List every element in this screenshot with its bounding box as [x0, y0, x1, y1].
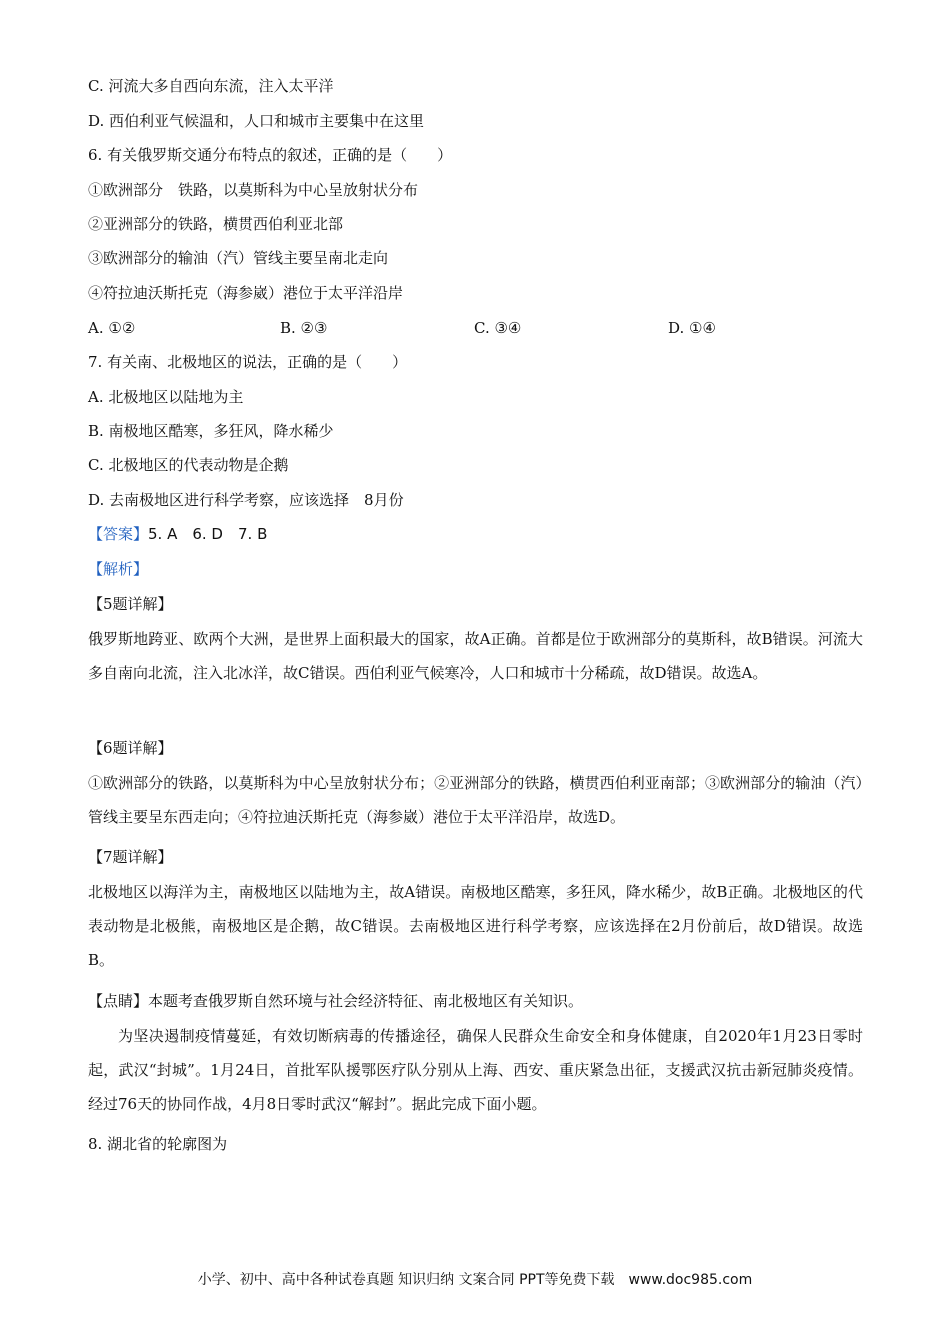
q6-item-3: ③欧洲部分的输油（汽）管线主要呈南北走向: [88, 249, 389, 267]
q8-stem: 8. 湖北省的轮廓图为: [88, 1135, 228, 1153]
q5-option-d: D. 西伯利亚气候温和，人口和城市主要集中在这里: [88, 112, 425, 130]
note-text: 本题考查俄罗斯自然环境与社会经济特征、南北极地区有关知识。: [148, 992, 584, 1010]
answer-line: [88, 524, 267, 544]
detail-7-text: 北极地区以海洋为主，南极地区以陆地为主，故A错误。南极地区酷寒，多狂风，降水稀少，故B正确。北极地区的代表动物是北极熊，南极地区是企鹅，故C错误。去南极地区进行科学考察，应该选择在2月份前后，故D错误。故选B。: [88, 883, 863, 969]
page-footer: 小学、初中、高中各种试卷真题 知识归纳 文案合同 PPT等免费下载 www.doc985.com: [197, 1272, 753, 1288]
q7-option-b: B. 南极地区酷寒，多狂风，降水稀少: [88, 422, 334, 440]
q6-item-4: ④符拉迪沃斯托克（海参崴）港位于太平洋沿岸: [88, 284, 404, 302]
q6-option-c: C. ③④: [474, 319, 522, 337]
note-line: [88, 991, 583, 1011]
detail-5-title: 【5题详解】: [88, 595, 173, 613]
q7-stem: 7. 有关南、北极地区的说法，正确的是（ ）: [88, 353, 408, 371]
detail-7-title: 【7题详解】: [88, 848, 173, 866]
q6-stem: 6. 有关俄罗斯交通分布特点的叙述，正确的是（ ）: [88, 146, 453, 164]
detail-5-text: 俄罗斯地跨亚、欧两个大洲，是世界上面积最大的国家，故A正确。首都是位于欧洲部分的莫斯科，故B错误。河流大多自南向北流，注入北冰洋，故C错误。西伯利亚气候寒冷，人口和城市十分稀疏，故D错误。故选A。: [88, 630, 863, 682]
analysis-label-line: [88, 559, 148, 579]
q6-option-b: B. ②③: [280, 319, 328, 337]
q6-option-d: D. ①④: [668, 319, 716, 337]
q6-item-1: ①欧洲部分 铁路，以莫斯科为中心呈放射状分布: [88, 181, 419, 199]
analysis-label: 【解析】: [88, 560, 149, 578]
q6-option-a: A. ①②: [88, 319, 136, 337]
q7-option-d: D. 去南极地区进行科学考察，应该选择 8月份: [88, 491, 404, 509]
q5-option-c: C. 河流大多自西向东流，注入太平洋: [88, 77, 334, 95]
material-paragraph: 为坚决遏制疫情蔓延，有效切断病毒的传播途径，确保人民群众生命安全和身体健康，自2020年1月23日零时起，武汉“封城”。1月24日，首批军队援鄂医疗队分别从上海、西安、重庆紧急出征，支援武汉抗击新冠肺炎疫情。经过76天的协同作战，4月8日零时武汉“解封”。据此完成下面小题。: [88, 1027, 863, 1113]
q7-option-a: A. 北极地区以陆地为主: [88, 388, 244, 406]
answer-label: 【答案】: [88, 525, 149, 543]
q6-item-2: ②亚洲部分的铁路，横贯西伯利亚北部: [88, 215, 344, 233]
detail-6-title: 【6题详解】: [88, 739, 173, 757]
detail-6-text: ①欧洲部分的铁路，以莫斯科为中心呈放射状分布；②亚洲部分的铁路，横贯西伯利亚南部；③欧洲部分的输油（汽）管线主要呈东西走向；④符拉迪沃斯托克（海参崴）港位于太平洋沿岸，故选D。: [88, 774, 863, 826]
note-label: 【点睛】: [88, 992, 149, 1010]
q7-option-c: C. 北极地区的代表动物是企鹅: [88, 456, 289, 474]
answer-text: 5. A 6. D 7. B: [148, 525, 268, 543]
